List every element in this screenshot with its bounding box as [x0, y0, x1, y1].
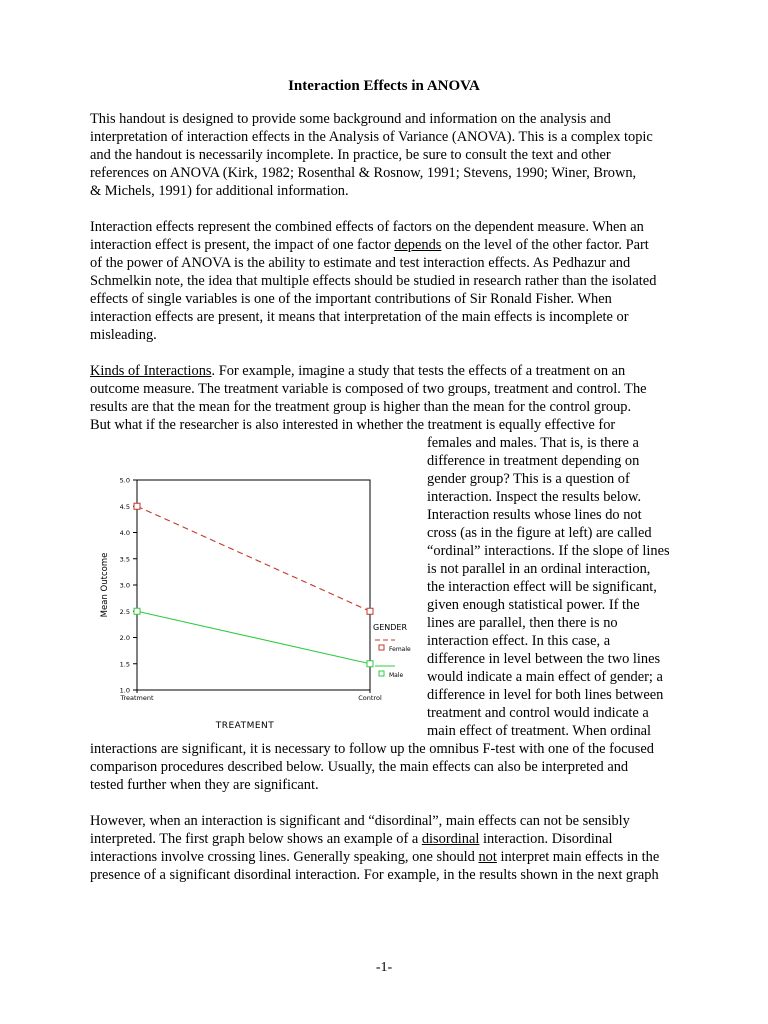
legend-label-male: Male	[389, 672, 404, 679]
data-point-female	[134, 503, 140, 509]
para2-text: interaction effect is present, the impact of one factor	[90, 237, 395, 253]
y-tick-label: 3.0	[119, 581, 130, 590]
side-text-line: the interaction effect will be significant,	[427, 579, 657, 595]
para3-line: tested further when they are significant.	[90, 777, 319, 793]
y-axis-label: Mean Outcome	[100, 552, 110, 618]
para3-line: results are that the mean for the treatment group is higher than the mean for the control group.	[90, 399, 632, 415]
para2-line: interaction effects are present, it means that interpretation of the main effects is incomplete or	[90, 309, 629, 325]
para2-line	[90, 236, 690, 254]
y-tick-label: 1.0	[119, 686, 130, 695]
side-text-line: interaction. Inspect the results below.	[427, 489, 642, 505]
page-title: Interaction Effects in ANOVA	[288, 78, 480, 94]
side-text-line: gender group? This is a question of	[427, 471, 630, 487]
underlined-disordinal: disordinal	[421, 831, 480, 847]
para3-line: outcome measure. The treatment variable is composed of two groups, treatment and control. The	[90, 381, 647, 397]
underlined-depends: depends	[394, 237, 442, 253]
para3-line: interactions are significant, it is necessary to follow up the omnibus F-test with one of the focused	[90, 741, 654, 757]
legend-swatch-marker	[379, 645, 384, 650]
y-tick-label: 4.5	[119, 502, 130, 511]
legend-title: GENDER	[373, 623, 408, 632]
para3-line: But what if the researcher is also interested in whether the treatment is equally effective for	[90, 417, 616, 433]
section-heading-kinds-of-interactions: Kinds of Interactions	[90, 363, 212, 379]
para4-line: presence of a significant disordinal interaction. For example, in the results shown in the next graph	[90, 867, 659, 883]
side-text-line: “ordinal” interactions. If the slope of lines	[427, 543, 670, 559]
side-text-line: treatment and control would indicate a	[427, 705, 649, 721]
data-point-male	[367, 661, 373, 667]
para4-line: However, when an interaction is significant and “disordinal”, main effects can not be sensibly	[90, 813, 630, 829]
data-point-female	[367, 608, 373, 614]
x-tick-label: Control	[358, 694, 382, 702]
underlined-not: not	[478, 849, 497, 865]
side-text-line: given enough statistical power. If the	[427, 597, 640, 613]
para2-line: of the power of ANOVA is the ability to estimate and test interaction effects. As Pedhazur and	[90, 255, 631, 271]
chart-svg	[95, 470, 425, 740]
series-line-female	[137, 506, 370, 611]
page-number: -1-	[375, 960, 393, 975]
side-text-line: would indicate a main effect of gender; a	[427, 669, 663, 685]
para4-text: interaction. Disordinal	[479, 831, 613, 847]
para4-line	[90, 830, 690, 848]
para4-text: interpreted. The first graph below shows an example of a	[90, 831, 422, 847]
para4-text: interactions involve crossing lines. Generally speaking, one should	[90, 849, 479, 865]
para3-line	[90, 362, 690, 380]
side-text-line: interaction effect. In this case, a	[427, 633, 611, 649]
side-text-line: lines are parallel, then there is no	[427, 615, 618, 631]
y-tick-label: 3.5	[119, 555, 130, 564]
interaction-chart	[95, 470, 425, 740]
para4-line	[90, 848, 690, 866]
data-point-male	[134, 608, 140, 614]
para1-line: references on ANOVA (Kirk, 1982; Rosenthal & Rosnow, 1991; Stevens, 1990; Winer, Brown,	[90, 165, 637, 181]
x-axis-label: TREATMENT	[215, 721, 275, 731]
para2-line: Interaction effects represent the combined effects of factors on the dependent measure. When an	[90, 219, 644, 235]
para2-line: effects of single variables is one of the important contributions of Sir Ronald Fisher. When	[90, 291, 612, 307]
x-tick-label: Treatment	[120, 694, 154, 702]
para1-line: interpretation of interaction effects in the Analysis of Variance (ANOVA). This is a complex topic	[90, 129, 653, 145]
y-tick-label: 4.0	[119, 529, 130, 537]
legend-label-female: Female	[389, 646, 411, 653]
y-tick-label: 2.5	[119, 607, 130, 616]
para4-text: interpret main effects in the	[496, 849, 660, 865]
para2-text: on the level of the other factor. Part	[441, 237, 649, 253]
plot-frame	[137, 480, 370, 690]
para1-line: This handout is designed to provide some background and information on the analysis and	[90, 111, 611, 127]
para2-line: misleading.	[90, 327, 157, 343]
side-text-line: difference in treatment depending on	[427, 453, 640, 469]
y-tick-label: 5.0	[119, 476, 130, 485]
y-tick-label: 1.5	[119, 660, 130, 669]
para3-line: comparison procedures described below. Usually, the main effects can also be interpreted and	[90, 759, 629, 775]
side-text-line: difference in level for both lines between	[427, 687, 664, 703]
side-text-line: females and males. That is, is there a	[427, 435, 639, 451]
y-tick-label: 2.0	[119, 634, 130, 642]
para1-line: & Michels, 1991) for additional information.	[90, 183, 349, 199]
side-text-line: Interaction results whose lines do not	[427, 507, 642, 523]
side-text-line: difference in level between the two lines	[427, 651, 661, 667]
side-text-line: main effect of treatment. When ordinal	[427, 723, 652, 739]
para3-text: . For example, imagine a study that tests the effects of a treatment on an	[211, 363, 626, 379]
para1-line: and the handout is necessarily incomplete. In practice, be sure to consult the text and other	[90, 147, 611, 163]
side-text-line: is not parallel in an ordinal interaction,	[427, 561, 651, 577]
series-line-male	[137, 611, 370, 664]
side-text-line: cross (as in the figure at left) are called	[427, 525, 652, 541]
para2-line: Schmelkin note, the idea that multiple effects should be studied in research rather than the isolated	[90, 273, 657, 289]
legend-swatch-marker	[379, 671, 384, 676]
